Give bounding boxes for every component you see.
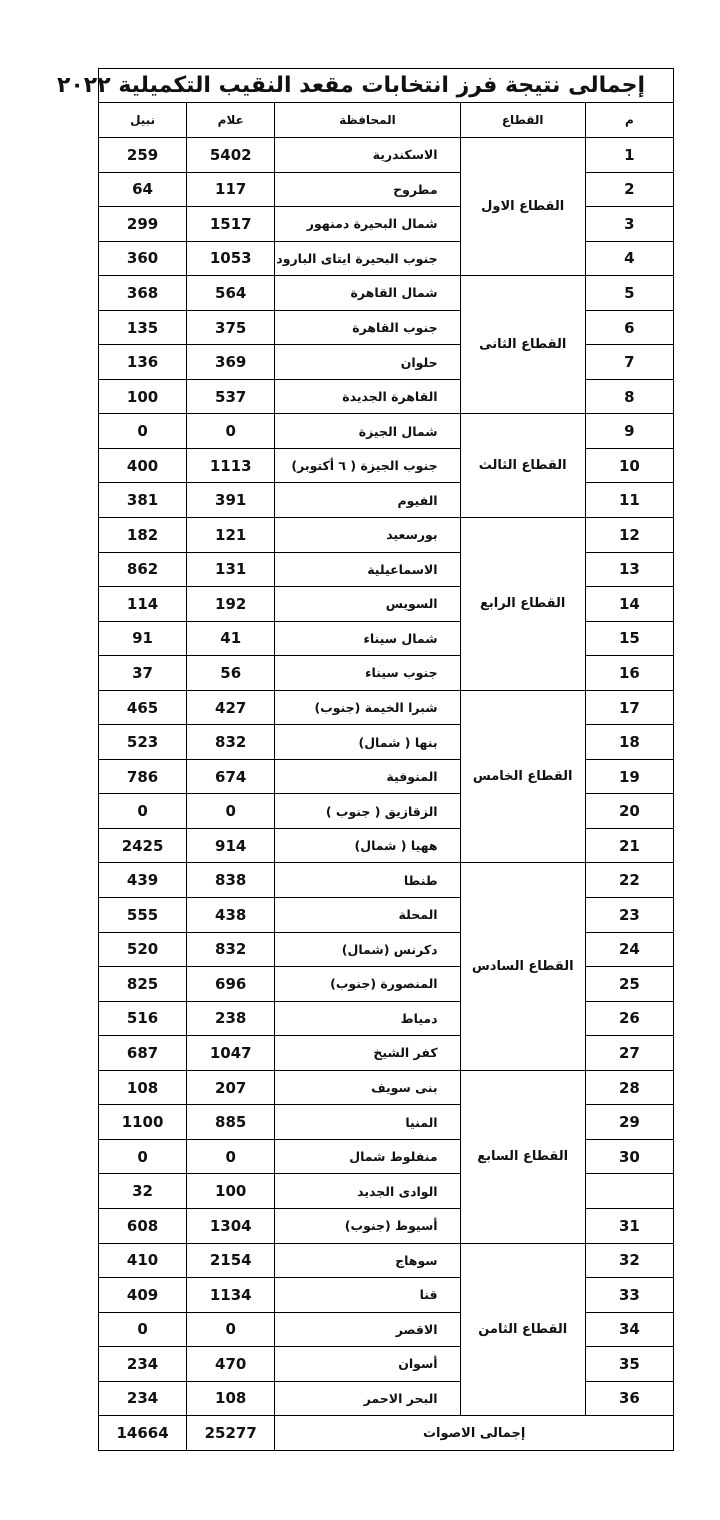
table-row [99, 310, 674, 345]
header-allam: علام [187, 103, 275, 138]
row-index-cell: 23 [585, 898, 673, 933]
governorate-cell: بنى سويف [275, 1070, 460, 1105]
nabil-votes-cell: 37 [99, 656, 187, 691]
nabil-votes-cell: 135 [99, 310, 187, 345]
nabil-votes-cell: 687 [99, 1036, 187, 1071]
allam-votes-cell: 696 [187, 967, 275, 1002]
nabil-votes-cell: 360 [99, 241, 187, 276]
allam-votes-cell: 914 [187, 828, 275, 863]
governorate-cell: الفيوم [275, 483, 460, 518]
allam-votes-cell: 41 [187, 621, 275, 656]
governorate-cell: كفر الشيخ [275, 1036, 460, 1071]
governorate-cell: شمال القاهرة [275, 276, 460, 311]
row-index-cell: 26 [585, 1001, 673, 1036]
nabil-votes-cell: 786 [99, 759, 187, 794]
table-row [99, 1001, 674, 1036]
governorate-cell: حلوان [275, 345, 460, 380]
row-index-cell: 4 [585, 241, 673, 276]
allam-votes-cell: 564 [187, 276, 275, 311]
table-row [99, 172, 674, 207]
nabil-votes-cell: 182 [99, 518, 187, 553]
allam-votes-cell: 56 [187, 656, 275, 691]
nabil-votes-cell: 64 [99, 172, 187, 207]
governorate-cell: قنا [275, 1278, 460, 1313]
results-table [98, 102, 674, 1451]
header-sector: القطاع [460, 103, 585, 138]
nabil-votes-cell: 299 [99, 207, 187, 242]
allam-votes-cell: 674 [187, 759, 275, 794]
governorate-cell: دكرنس (شمال) [275, 932, 460, 967]
governorate-cell: الاقصر [275, 1312, 460, 1347]
table-row [99, 828, 674, 863]
total-nabil-cell: 14664 [99, 1416, 187, 1451]
governorate-cell: شمال الجيزة [275, 414, 460, 449]
table-row [99, 483, 674, 518]
table-row [99, 1208, 674, 1243]
table-row [99, 448, 674, 483]
table-row [99, 725, 674, 760]
table-row [99, 794, 674, 829]
table-row [99, 1070, 674, 1105]
row-index-cell: 20 [585, 794, 673, 829]
nabil-votes-cell: 108 [99, 1070, 187, 1105]
row-index-cell: 22 [585, 863, 673, 898]
row-index-cell: 1 [585, 138, 673, 173]
allam-votes-cell: 427 [187, 690, 275, 725]
governorate-cell: الاسماعيلية [275, 552, 460, 587]
row-index-cell: 8 [585, 379, 673, 414]
row-index-cell: 18 [585, 725, 673, 760]
allam-votes-cell: 108 [187, 1381, 275, 1416]
governorate-cell: المنيا [275, 1105, 460, 1140]
total-label-cell: إجمالى الاصوات [275, 1416, 674, 1451]
total-row [99, 1416, 674, 1451]
governorate-cell: شمال البحيرة دمنهور [275, 207, 460, 242]
sector-cell: القطاع الثانى [460, 276, 585, 414]
sector-cell: القطاع السابع [460, 1070, 585, 1243]
table-row [99, 207, 674, 242]
governorate-cell: مطروح [275, 172, 460, 207]
nabil-votes-cell: 32 [99, 1174, 187, 1209]
allam-votes-cell: 117 [187, 172, 275, 207]
allam-votes-cell: 192 [187, 587, 275, 622]
allam-votes-cell: 369 [187, 345, 275, 380]
row-index-cell: 28 [585, 1070, 673, 1105]
table-row [99, 1347, 674, 1382]
nabil-votes-cell: 234 [99, 1347, 187, 1382]
row-index-cell: 16 [585, 656, 673, 691]
table-row [99, 863, 674, 898]
governorate-cell: البحر الاحمر [275, 1381, 460, 1416]
row-index-cell: 3 [585, 207, 673, 242]
allam-votes-cell: 5402 [187, 138, 275, 173]
table-row [99, 1174, 674, 1209]
table-row [99, 1139, 674, 1174]
nabil-votes-cell: 555 [99, 898, 187, 933]
nabil-votes-cell: 400 [99, 448, 187, 483]
allam-votes-cell: 1047 [187, 1036, 275, 1071]
nabil-votes-cell: 368 [99, 276, 187, 311]
row-index-cell: 12 [585, 518, 673, 553]
governorate-cell: الزقازيق ( جنوب ) [275, 794, 460, 829]
governorate-cell: المحلة [275, 898, 460, 933]
allam-votes-cell: 0 [187, 1312, 275, 1347]
table-row [99, 1381, 674, 1416]
sector-cell: القطاع السادس [460, 863, 585, 1070]
table-row [99, 138, 674, 173]
row-index-cell: 35 [585, 1347, 673, 1382]
allam-votes-cell: 1053 [187, 241, 275, 276]
row-index-cell: 5 [585, 276, 673, 311]
nabil-votes-cell: 381 [99, 483, 187, 518]
nabil-votes-cell: 2425 [99, 828, 187, 863]
table-row [99, 379, 674, 414]
table-row [99, 552, 674, 587]
table-row [99, 241, 674, 276]
table-row [99, 759, 674, 794]
row-index-cell: 21 [585, 828, 673, 863]
table-row [99, 967, 674, 1002]
nabil-votes-cell: 0 [99, 1139, 187, 1174]
allam-votes-cell: 238 [187, 1001, 275, 1036]
governorate-cell: جنوب القاهرة [275, 310, 460, 345]
governorate-cell: شمال سيناء [275, 621, 460, 656]
governorate-cell: بورسعيد [275, 518, 460, 553]
table-row [99, 1312, 674, 1347]
row-index-cell: 17 [585, 690, 673, 725]
allam-votes-cell: 0 [187, 794, 275, 829]
nabil-votes-cell: 465 [99, 690, 187, 725]
row-index-cell: 9 [585, 414, 673, 449]
allam-votes-cell: 391 [187, 483, 275, 518]
nabil-votes-cell: 523 [99, 725, 187, 760]
row-index-cell: 7 [585, 345, 673, 380]
row-index-cell: 13 [585, 552, 673, 587]
governorate-cell: جنوب الجيزة ( ٦ أكتوبر) [275, 448, 460, 483]
governorate-cell: جنوب سيناء [275, 656, 460, 691]
governorate-cell: سوهاج [275, 1243, 460, 1278]
governorate-cell: الاسكندرية [275, 138, 460, 173]
sector-cell: القطاع الخامس [460, 690, 585, 863]
table-row [99, 932, 674, 967]
row-index-cell: 34 [585, 1312, 673, 1347]
governorate-cell: بنها ( شمال) [275, 725, 460, 760]
nabil-votes-cell: 0 [99, 1312, 187, 1347]
nabil-votes-cell: 439 [99, 863, 187, 898]
governorate-cell: جنوب البحيرة ايتاى البارود [275, 241, 460, 276]
allam-votes-cell: 121 [187, 518, 275, 553]
allam-votes-cell: 470 [187, 1347, 275, 1382]
row-index-cell: 11 [585, 483, 673, 518]
allam-votes-cell: 0 [187, 414, 275, 449]
governorate-cell: القاهرة الجديدة [275, 379, 460, 414]
page-title: إجمالى نتيجة فرز انتخابات مقعد النقيب التكميلية ٢٠٢٢ [98, 68, 674, 102]
allam-votes-cell: 1304 [187, 1208, 275, 1243]
table-row [99, 1278, 674, 1313]
allam-votes-cell: 0 [187, 1139, 275, 1174]
row-index-cell: 30 [585, 1139, 673, 1174]
allam-votes-cell: 438 [187, 898, 275, 933]
nabil-votes-cell: 0 [99, 794, 187, 829]
total-allam-cell: 25277 [187, 1416, 275, 1451]
header-nabil: نبيل [99, 103, 187, 138]
header-governorate: المحافظة [275, 103, 460, 138]
allam-votes-cell: 885 [187, 1105, 275, 1140]
row-index-cell: 36 [585, 1381, 673, 1416]
governorate-cell: شبرا الخيمة (جنوب) [275, 690, 460, 725]
governorate-cell: دمياط [275, 1001, 460, 1036]
nabil-votes-cell: 259 [99, 138, 187, 173]
header-index: م [585, 103, 673, 138]
nabil-votes-cell: 520 [99, 932, 187, 967]
table-row [99, 656, 674, 691]
governorate-cell: طنطا [275, 863, 460, 898]
sector-cell: القطاع الاول [460, 138, 585, 276]
allam-votes-cell: 1517 [187, 207, 275, 242]
sector-cell: القطاع الثامن [460, 1243, 585, 1416]
table-row [99, 1243, 674, 1278]
allam-votes-cell: 131 [187, 552, 275, 587]
row-index-cell: 24 [585, 932, 673, 967]
nabil-votes-cell: 409 [99, 1278, 187, 1313]
results-table-body [99, 103, 674, 1451]
nabil-votes-cell: 0 [99, 414, 187, 449]
table-row [99, 1105, 674, 1140]
row-index-cell: 6 [585, 310, 673, 345]
governorate-cell: أسوان [275, 1347, 460, 1382]
row-index-cell: 14 [585, 587, 673, 622]
row-index-cell [585, 1174, 673, 1209]
nabil-votes-cell: 1100 [99, 1105, 187, 1140]
sector-cell: القطاع الثالث [460, 414, 585, 518]
nabil-votes-cell: 100 [99, 379, 187, 414]
row-index-cell: 27 [585, 1036, 673, 1071]
nabil-votes-cell: 862 [99, 552, 187, 587]
sector-cell: القطاع الرابع [460, 518, 585, 691]
allam-votes-cell: 207 [187, 1070, 275, 1105]
nabil-votes-cell: 608 [99, 1208, 187, 1243]
table-row [99, 621, 674, 656]
nabil-votes-cell: 91 [99, 621, 187, 656]
nabil-votes-cell: 825 [99, 967, 187, 1002]
allam-votes-cell: 832 [187, 725, 275, 760]
governorate-cell: منفلوط شمال [275, 1139, 460, 1174]
allam-votes-cell: 1134 [187, 1278, 275, 1313]
row-index-cell: 31 [585, 1208, 673, 1243]
nabil-votes-cell: 234 [99, 1381, 187, 1416]
governorate-cell: ههيا ( شمال) [275, 828, 460, 863]
table-row [99, 1036, 674, 1071]
nabil-votes-cell: 136 [99, 345, 187, 380]
nabil-votes-cell: 114 [99, 587, 187, 622]
allam-votes-cell: 2154 [187, 1243, 275, 1278]
allam-votes-cell: 832 [187, 932, 275, 967]
governorate-cell: المنصورة (جنوب) [275, 967, 460, 1002]
governorate-cell: السويس [275, 587, 460, 622]
results-sheet [56, 68, 674, 1451]
row-index-cell: 19 [585, 759, 673, 794]
row-index-cell: 29 [585, 1105, 673, 1140]
governorate-cell: الوادى الجديد [275, 1174, 460, 1209]
table-row [99, 587, 674, 622]
row-index-cell: 10 [585, 448, 673, 483]
governorate-cell: أسيوط (جنوب) [275, 1208, 460, 1243]
row-index-cell: 32 [585, 1243, 673, 1278]
row-index-cell: 2 [585, 172, 673, 207]
nabil-votes-cell: 516 [99, 1001, 187, 1036]
table-row [99, 898, 674, 933]
allam-votes-cell: 1113 [187, 448, 275, 483]
governorate-cell: المنوفية [275, 759, 460, 794]
row-index-cell: 33 [585, 1278, 673, 1313]
allam-votes-cell: 375 [187, 310, 275, 345]
nabil-votes-cell: 410 [99, 1243, 187, 1278]
allam-votes-cell: 100 [187, 1174, 275, 1209]
header-row [99, 103, 674, 138]
table-row [99, 690, 674, 725]
table-row [99, 518, 674, 553]
allam-votes-cell: 838 [187, 863, 275, 898]
row-index-cell: 25 [585, 967, 673, 1002]
allam-votes-cell: 537 [187, 379, 275, 414]
row-index-cell: 15 [585, 621, 673, 656]
table-row [99, 414, 674, 449]
table-row [99, 345, 674, 380]
table-row [99, 276, 674, 311]
